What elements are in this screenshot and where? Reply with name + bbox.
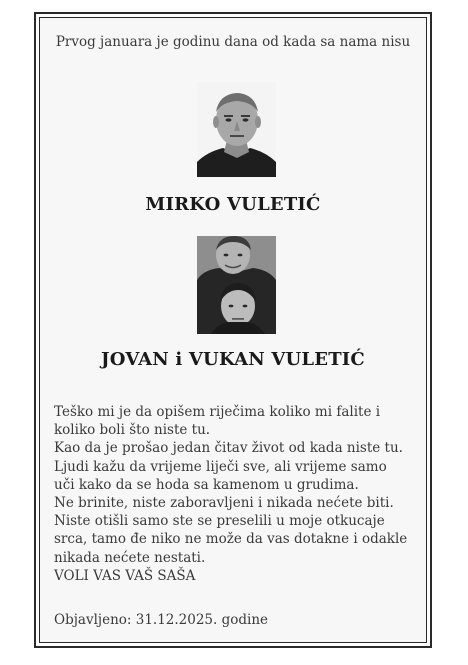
- message-line: srca, tamo đe niko ne može da vas dotakne i odakle: [54, 531, 408, 548]
- message-line: nikada nećete nestati.: [54, 549, 206, 566]
- message-line: koliko boli što niste tu.: [54, 422, 211, 439]
- deceased-name-jovan-vukan: JOVAN i VUKAN VULETIĆ: [101, 349, 365, 370]
- message-line: uči kako da se hoda sa kamenom u grudima.: [54, 476, 359, 493]
- obituary-frame: [34, 12, 432, 648]
- deceased-name-mirko: MIRKO VULETIĆ: [145, 194, 321, 215]
- message-line: Ljudi kažu da vrijeme liječi sve, ali vrijeme samo: [54, 458, 387, 475]
- message-text: [54, 403, 414, 585]
- message-line: Teško mi je da opišem riječima koliko mi falite i: [54, 404, 381, 420]
- intro-text: Prvog januara je godinu dana od kada sa nama nisu: [55, 34, 411, 50]
- portrait-photo-jovan-vukan: [197, 236, 276, 334]
- message-line: Kao da je prošao jedan čitav život od kada niste tu.: [54, 440, 403, 457]
- portrait-photo-mirko: [197, 82, 276, 177]
- obituary-inner-border: [39, 17, 427, 643]
- published-date: Objavljeno: 31.12.2025. godine: [54, 612, 269, 628]
- message-signature: VOLI VAS VAŠ SAŠA: [54, 567, 196, 584]
- message-line: Niste otišli samo ste se preselili u moje otkucaje: [54, 513, 385, 530]
- message-line: Ne brinite, niste zaboravljeni i nikada nećete biti.: [54, 495, 394, 512]
